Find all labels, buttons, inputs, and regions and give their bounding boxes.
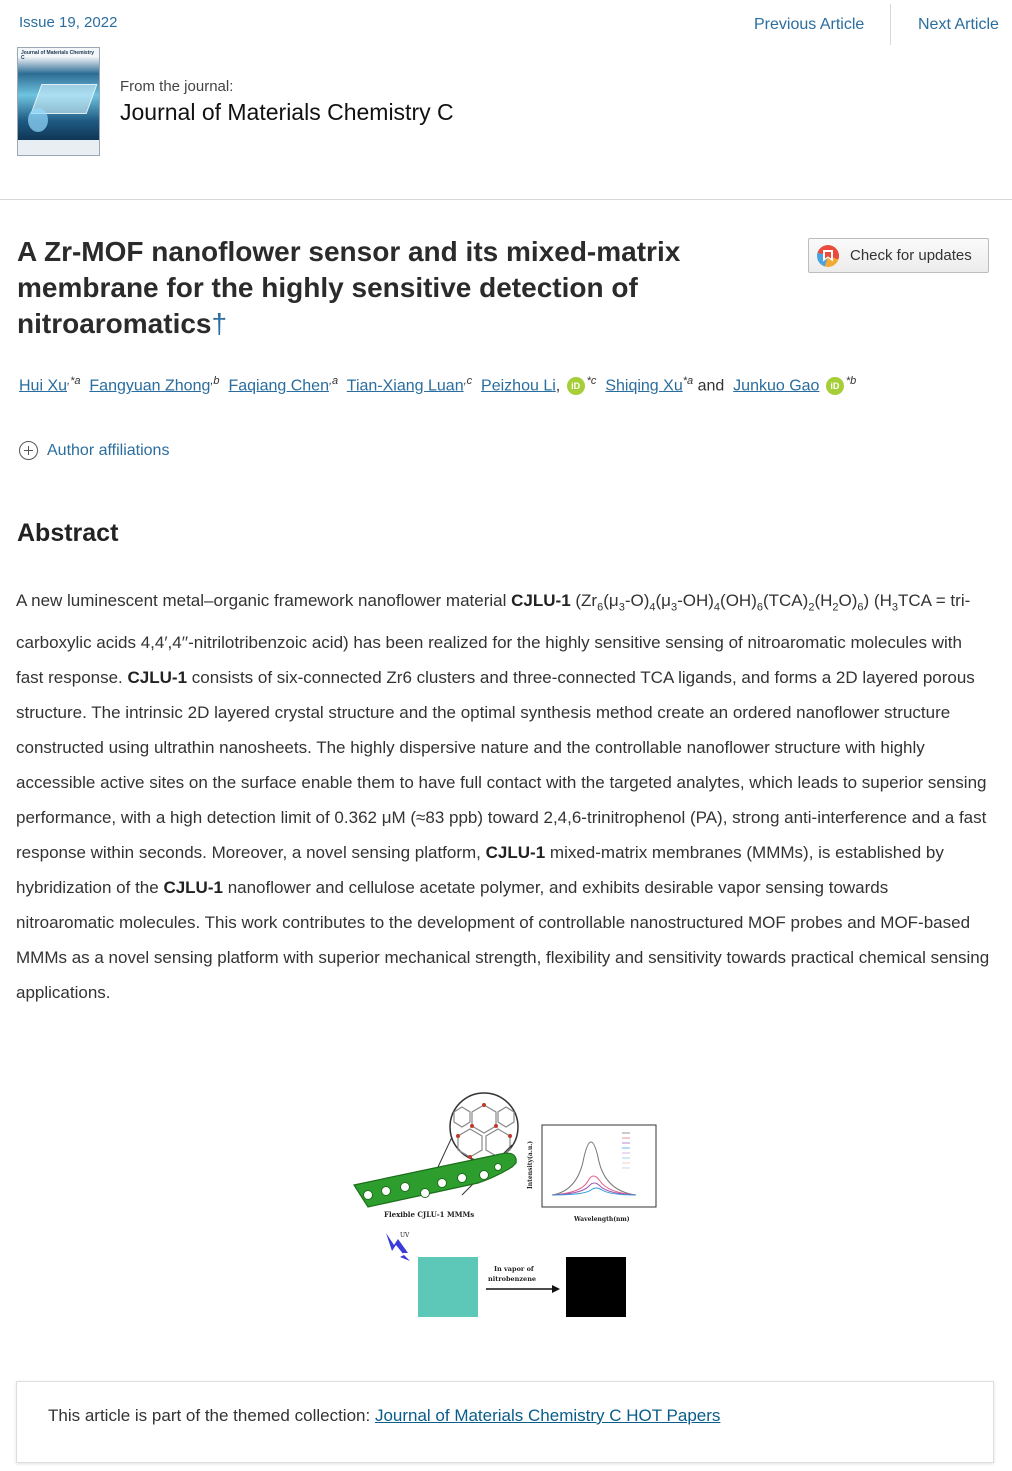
- membrane-after-image: [566, 1257, 626, 1317]
- compound-name: CJLU-1: [127, 668, 188, 688]
- compound-name: CJLU-1: [485, 843, 546, 863]
- orcid-icon[interactable]: iD: [567, 377, 585, 395]
- article-title: [17, 234, 777, 342]
- author-affiliation-mark: *b: [845, 375, 857, 387]
- crossmark-icon: [817, 245, 839, 267]
- membrane-shape: [354, 1153, 516, 1207]
- abstract-heading: Abstract: [17, 519, 119, 547]
- plus-circle-icon: [19, 441, 38, 460]
- author-link[interactable]: Junkuo Gao: [733, 377, 820, 395]
- previous-article-link[interactable]: Previous Article: [754, 16, 865, 33]
- author-affiliation-mark: ,*a: [67, 375, 81, 387]
- graphical-abstract-figure: [346, 1085, 664, 1325]
- membrane-before-image: [418, 1257, 478, 1317]
- reaction-arrow-head: [552, 1285, 560, 1293]
- author-affiliation-mark: ,a: [328, 375, 339, 387]
- themed-collection-link[interactable]: Journal of Materials Chemistry C HOT Papers: [374, 1406, 721, 1425]
- vapor-label: In vapor of: [494, 1265, 534, 1273]
- themed-collection-text: [48, 1406, 720, 1426]
- abstract-segment: TCA = tri-carboxylic acids 4,4′,4′′-nitrilotribenzoic acid) has been realized for the highly sensitive sensing of nitroaromatic molecules with fast response.: [16, 591, 971, 688]
- orcid-icon[interactable]: iD: [826, 377, 844, 395]
- abstract-segment: mixed-matrix membranes (MMMs), is established by hybridization of the: [16, 843, 944, 898]
- and-conjunction: and: [697, 377, 725, 395]
- abstract-segment: consists of six-connected Zr6 clusters and three-connected TCA ligands, and forms a 2D layered porous structure. The intrinsic 2D layered crystal structure and the optimal synthesis method create an ordered nanoflower structure constructed using ultrathin nanosheets. The highly dispersive nature and the controllable nanoflower structure with highly accessible active sites on the surface enable them to have full contact with the targeted analytes, which leads to superior sensing performance, with a high detection limit of 0.362 μM (≈83 ppb) toward 2,4,6-trinitrophenol (PA), strong anti-interference and a fast response within seconds. Moreover, a novel sensing platform,: [16, 668, 987, 863]
- author-link[interactable]: Fangyuan Zhong: [89, 377, 211, 395]
- author-affiliations-label: Author affiliations: [47, 441, 170, 459]
- check-for-updates-button[interactable]: [808, 238, 989, 273]
- journal-cover-image[interactable]: [17, 47, 100, 156]
- spectrum-x-label: Wavelength(nm): [574, 1216, 630, 1223]
- supplementary-dagger-link[interactable]: †: [211, 308, 228, 339]
- author-link[interactable]: Peizhou Li: [481, 377, 556, 395]
- themed-collection-label: This article is part of the themed collection:: [48, 1406, 371, 1425]
- author-affiliation-mark: ,c: [463, 375, 473, 387]
- spectrum-y-label: Intensity(a.u.): [527, 1140, 534, 1189]
- graphical-abstract[interactable]: [346, 1085, 664, 1325]
- cover-decoration-glow: [28, 108, 48, 132]
- author-affiliation-mark: ,b: [210, 375, 220, 387]
- article-title-text: A Zr-MOF nanoflower sensor and its mixed-matrix membrane for the highly sensitive detection of nitroaromatics: [17, 236, 681, 339]
- abstract-segment: (H: [873, 591, 892, 610]
- cover-title: Journal of Materials Chemistry C: [21, 50, 95, 61]
- issue-link[interactable]: Issue 19, 2022: [19, 14, 118, 31]
- vapor-label: nitrobenzene: [488, 1275, 537, 1283]
- from-journal-label: From the journal:: [120, 78, 234, 95]
- article-header: [0, 0, 1012, 200]
- author-affiliation-mark: *a: [682, 375, 694, 387]
- check-for-updates-label: Check for updates: [850, 247, 972, 264]
- abstract-text: A new luminescent metal–organic framework nanoflower material CJLU-1 $(Zr_6(\mu_3-O)_4(\mu_3-OH)_4(OH)_6(TCA)_2(H_2O)_6) (H_3TCA$ = tri-carboxylic acids 4,4′,4′′-nitrilotribenzoic acid) has been realized for the highly sensitive sensing of nitroaromatic molecules with fast response. CJLU-1 consists of six-connected Zr6 clusters and three-connected TCA ligands, and forms a 2D layered porous structure. The intrinsic 2D layered crystal structure and the optimal synthesis method create an ordered nanoflower structure constructed using ultrathin nanosheets. The highly dispersive nature and the controllable nanoflower structure with highly accessible active sites on the surface enable them to have full contact with the targeted analytes, which leads to superior sensing performance, with a high detection limit of 0.362 μM (≈83 ppb) toward 2,4,6-trinitrophenol (PA), strong anti-interference and a fast response within seconds. Moreover, a novel sensing platform, CJLU-1 mixed-matrix membranes (MMMs), is established by hybridization of the CJLU-1 nanoflower and cellulose acetate polymer, and exhibits desirable vapor sensing towards nitroaromatic molecules. This work contributes to the development of controllable nanostructured MOF probes and MOF-based MMMs as a novel sensing platform with superior mechanical strength, flexibility and sensitivity towards practical chemical sensing applications.: [16, 591, 990, 1003]
- uv-label: UV: [400, 1232, 410, 1239]
- author-link[interactable]: Faqiang Chen: [228, 377, 329, 395]
- author-affiliation-mark: *c: [586, 375, 597, 387]
- author-affiliations-toggle[interactable]: [19, 441, 169, 460]
- membrane-label: Flexible CJLU-1 MMMs: [384, 1210, 475, 1219]
- journal-name-link[interactable]: Journal of Materials Chemistry C: [120, 99, 454, 125]
- next-article-link[interactable]: Next Article: [918, 16, 999, 33]
- themed-collection-box: [16, 1381, 994, 1463]
- abstract-segment: A new luminescent metal–organic framework nanoflower material: [16, 591, 507, 610]
- nav-divider: [890, 4, 891, 45]
- compound-name: CJLU-1: [511, 591, 571, 610]
- author-link[interactable]: Hui Xu: [19, 377, 68, 395]
- abstract-segment: nanoflower and cellulose acetate polymer, and exhibits desirable vapor sensing towards nitroaromatic molecules. This work contributes to the development of controllable nanostructured MOF probes and MOF-based MMMs as a novel sensing platform with superior mechanical strength, flexibility and sensitivity towards practical chemical sensing applications.: [16, 878, 990, 1003]
- author-link[interactable]: Shiqing Xu: [605, 377, 683, 395]
- compound-name: CJLU-1: [163, 878, 223, 898]
- author-list: Hui Xu$^{,*a}$ Fangyuan Zhong$^{,b}$ Faqiang Chen$^{,a}$ Tian-Xiang Luan$^{,c}$ Peizhou Li, iD $^{*c}$ Shiqing Xu$^{*a}$ and Junkuo Gao iD $^{*b}$: [19, 375, 857, 395]
- author-link[interactable]: Tian-Xiang Luan: [346, 377, 464, 395]
